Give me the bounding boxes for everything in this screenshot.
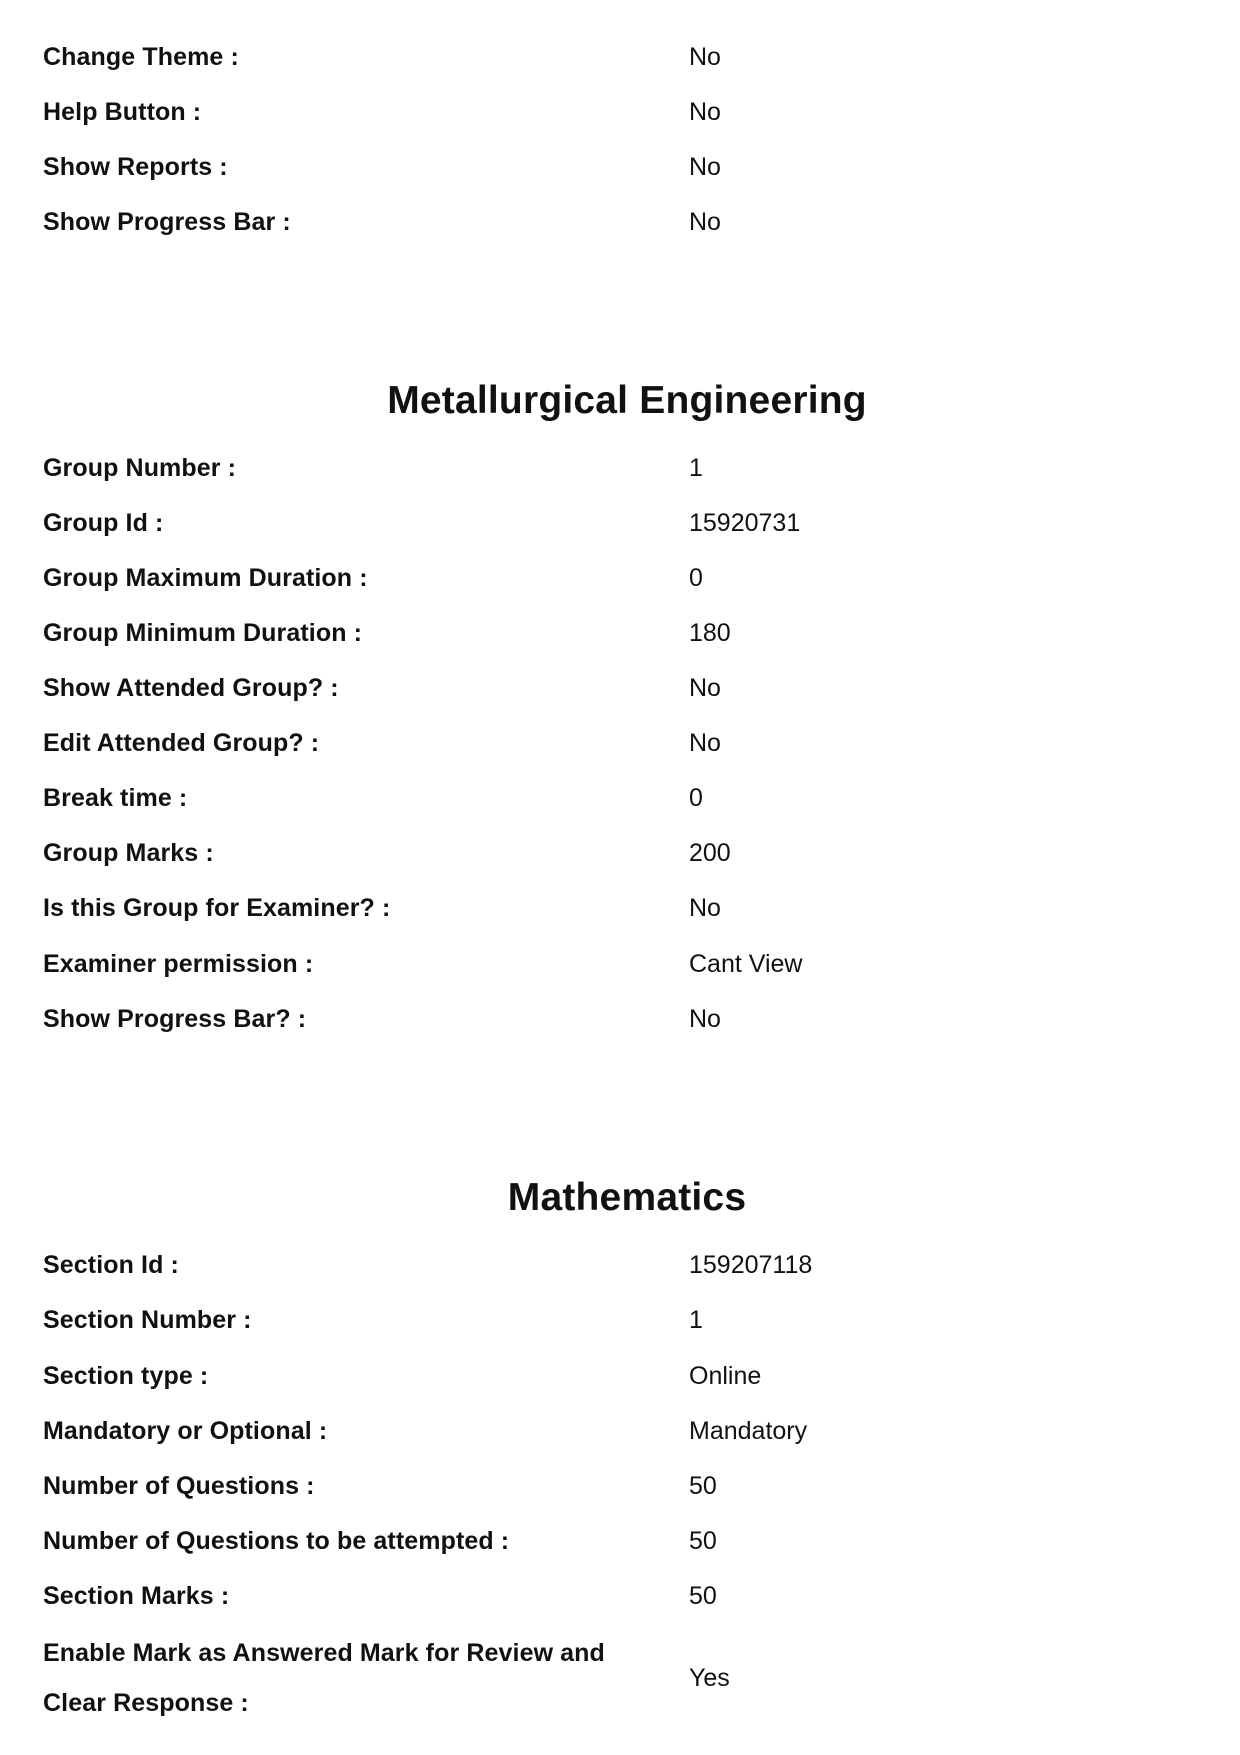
group-row xyxy=(43,774,1203,822)
group-label: Show Progress Bar? : xyxy=(43,1005,307,1033)
group-row xyxy=(43,499,1203,547)
section-label: Section Marks : xyxy=(43,1582,230,1610)
section-value: Mandatory xyxy=(689,1417,808,1445)
group-row xyxy=(43,554,1203,602)
group-label: Examiner permission : xyxy=(43,950,314,978)
section-row xyxy=(43,1352,1203,1400)
setting-value: No xyxy=(689,153,721,181)
section-value: 50 xyxy=(689,1582,717,1610)
group-value: 0 xyxy=(689,784,703,812)
section-row xyxy=(43,1241,1203,1289)
group-label: Show Attended Group? : xyxy=(43,674,339,702)
group-label: Edit Attended Group? : xyxy=(43,729,320,757)
group-value: 200 xyxy=(689,839,731,867)
section-row xyxy=(43,1407,1203,1455)
setting-row-show-reports xyxy=(43,143,1203,191)
section-label: Number of Questions : xyxy=(43,1472,315,1500)
group-value: No xyxy=(689,1005,721,1033)
group-row xyxy=(43,609,1203,657)
group-row xyxy=(43,719,1203,767)
section-label: Enable Mark as Answered Mark for Review and Clear Response : xyxy=(43,1639,605,1717)
section-title: Mathematics xyxy=(507,1176,747,1219)
section-row xyxy=(43,1462,1203,1510)
section-value: 50 xyxy=(689,1527,717,1555)
section-row xyxy=(43,1628,1203,1728)
group-label: Group Maximum Duration : xyxy=(43,564,368,592)
setting-row-change-theme xyxy=(43,33,1203,81)
section-value: 1 xyxy=(689,1306,703,1334)
group-value: 1 xyxy=(689,454,703,482)
group-label: Group Minimum Duration : xyxy=(43,619,363,647)
group-row xyxy=(43,884,1203,932)
group-label: Group Number : xyxy=(43,454,237,482)
section-row xyxy=(43,1517,1203,1565)
setting-label: Help Button : xyxy=(43,98,202,126)
group-value: No xyxy=(689,674,721,702)
setting-label: Show Reports : xyxy=(43,153,228,181)
group-row xyxy=(43,829,1203,877)
group-value: 15920731 xyxy=(689,509,801,537)
group-value: No xyxy=(689,729,721,757)
section-value: 159207118 xyxy=(689,1251,813,1279)
group-label: Group Marks : xyxy=(43,839,214,867)
section-label: Section type : xyxy=(43,1362,209,1390)
setting-value: No xyxy=(689,43,721,71)
section-value: Yes xyxy=(689,1664,730,1692)
group-value: Cant View xyxy=(689,950,803,978)
group-value: No xyxy=(689,894,721,922)
setting-label: Change Theme : xyxy=(43,43,239,71)
group-label: Group Id : xyxy=(43,509,164,537)
group-title: Metallurgical Engineering xyxy=(387,379,867,422)
section-row xyxy=(43,1296,1203,1344)
group-row xyxy=(43,995,1203,1043)
group-label: Break time : xyxy=(43,784,188,812)
section-label: Section Number : xyxy=(43,1306,252,1334)
setting-label: Show Progress Bar : xyxy=(43,208,291,236)
section-label: Mandatory or Optional : xyxy=(43,1417,328,1445)
section-value: 50 xyxy=(689,1472,717,1500)
group-row xyxy=(43,444,1203,492)
group-value: 0 xyxy=(689,564,703,592)
section-label: Section Id : xyxy=(43,1251,179,1279)
group-row xyxy=(43,940,1203,988)
section-row xyxy=(43,1572,1203,1620)
section-label: Number of Questions to be attempted : xyxy=(43,1527,510,1555)
group-label: Is this Group for Examiner? : xyxy=(43,894,391,922)
setting-row-help-button xyxy=(43,88,1203,136)
setting-value: No xyxy=(689,98,721,126)
group-value: 180 xyxy=(689,619,731,647)
section-value: Online xyxy=(689,1362,762,1390)
group-row xyxy=(43,664,1203,712)
setting-row-show-progress-bar xyxy=(43,198,1203,246)
setting-value: No xyxy=(689,208,721,236)
